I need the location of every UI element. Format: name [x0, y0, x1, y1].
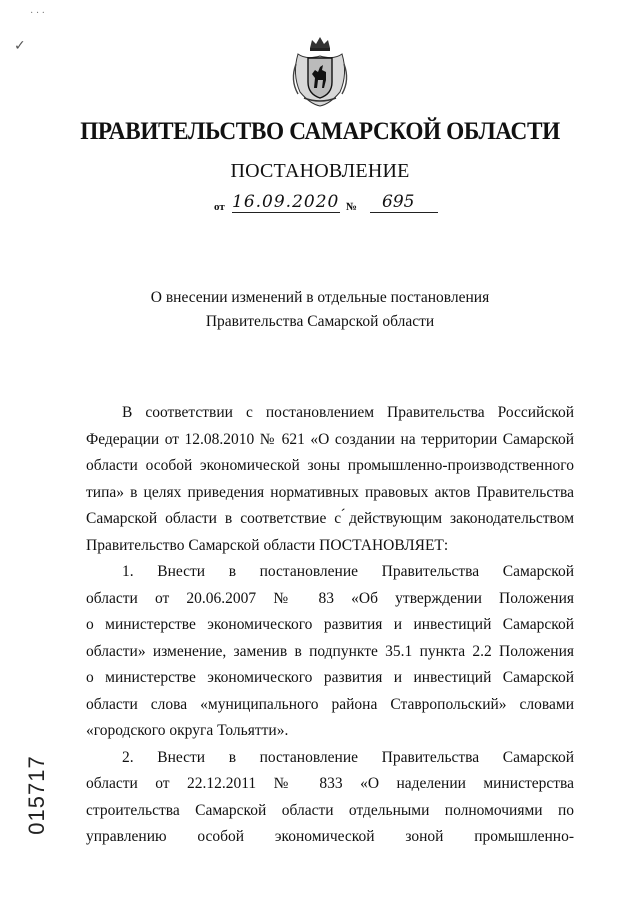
organization-title: ПРАВИТЕЛЬСТВО САМАРСКОЙ ОБЛАСТИ	[80, 118, 560, 145]
document-subject	[120, 286, 520, 334]
text-line: управлению особой экономической зоной промышленно-	[86, 828, 574, 845]
text-line: о министерстве экономического развития и инвестиций Самарской	[86, 616, 574, 633]
subject-line: Правительства Самарской области	[205, 313, 435, 330]
text-line: 2. Внести в постановление Правительства Самарской	[122, 748, 574, 766]
stamp-number: 015717	[24, 755, 49, 835]
scan-marks: · · ·	[30, 8, 45, 19]
text-line: области» изменение, заменив в подпункте 35.1 пункта 2.2 Положения	[86, 642, 574, 660]
text-line: типа» в целях приведения нормативных правовых актов Правительства	[86, 483, 574, 501]
check-mark-icon: ✓	[14, 38, 26, 54]
text-line: области от 22.12.2011 № 833 «О наделении министерства	[86, 775, 574, 792]
number-underline	[370, 212, 438, 213]
document-number: 695	[382, 192, 415, 212]
paragraph-item-1	[86, 559, 574, 745]
paragraph-preamble	[86, 400, 574, 559]
text-line: о министерстве экономического развития и инвестиций Самарской	[86, 669, 574, 686]
text-line: области от 20.06.2007 № 83 «Об утверждении Положения	[86, 589, 574, 607]
number-sign: №	[346, 201, 358, 213]
document-body	[86, 400, 574, 851]
text-line: Самарской области в соответствие с ́действующим законодательством	[86, 510, 574, 527]
paragraph-item-2	[86, 745, 574, 851]
text-line: области особой экономической зоны промышленно-производственного	[86, 457, 574, 474]
text-line: В соответствии с постановлением Правительства Российской	[122, 404, 574, 421]
margin-stamp	[18, 742, 48, 852]
date-number-line	[214, 192, 444, 218]
text-line: Федерации от 12.08.2010 № 621 «О создании на территории Самарской	[86, 430, 574, 448]
coat-of-arms-icon	[288, 34, 352, 108]
text-line: области слова «муниципального района Ставропольский» словами	[86, 695, 574, 713]
text-line: «городского округа Тольятти».	[86, 722, 289, 739]
date-prefix: от	[214, 201, 225, 213]
text-line: 1. Внести в постановление Правительства Самарской	[122, 563, 574, 580]
subject-line: О внесении изменений в отдельные постановления	[150, 289, 490, 306]
document-type: ПОСТАНОВЛЕНИЕ	[230, 160, 410, 182]
document-date: 16.09.2020	[232, 192, 340, 212]
text-line: строительства Самарской области отдельными полномочиями по	[86, 801, 574, 819]
text-line: Правительство Самарской области ПОСТАНОВЛЯЕТ:	[86, 536, 449, 554]
date-underline	[232, 212, 340, 213]
